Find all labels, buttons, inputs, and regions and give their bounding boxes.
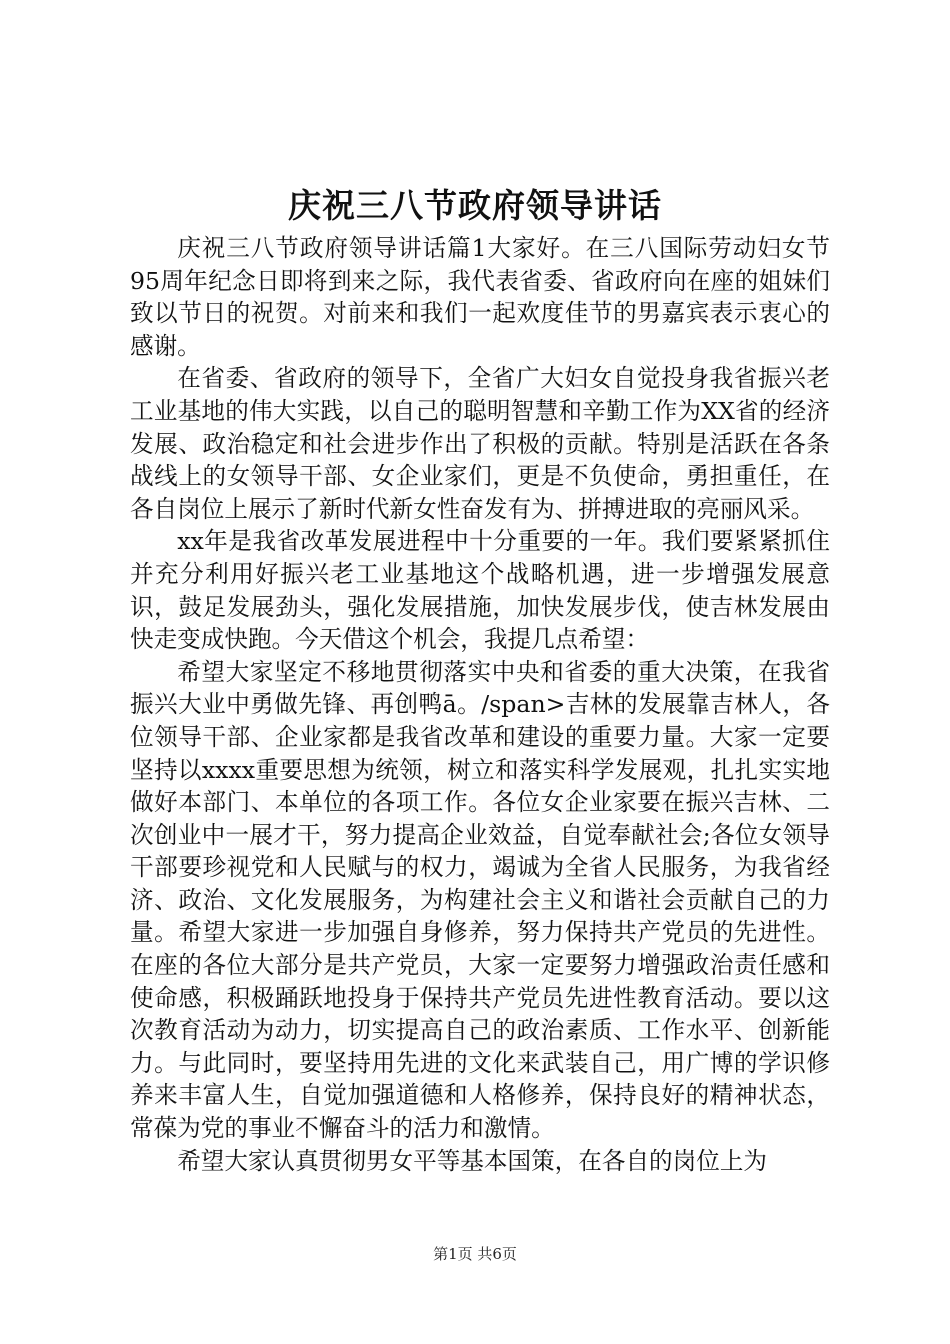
paragraph: 希望大家认真贯彻男女平等基本国策，在各自的岗位上为: [177, 1146, 768, 1175]
document-body: [130, 232, 830, 1177]
page-number-footer: 第1页 共6页: [433, 1245, 517, 1263]
document-title: 庆祝三八节政府领导讲话: [288, 186, 662, 225]
paragraph: 希望大家坚定不移地贯彻落实中央和省委的重大决策，在我省振兴大业中勇做先锋、再创鸭ā。/span>吉林的发展靠吉林人，各位领导干部、企业家都是我省改革和建设的重要力量。大家一定要坚持以xxxx重要思想为统领，树立和落实科学发展观，扎扎实实地做好本部门、本单位的各项工作。各位女企业家要在振兴吉林、二次创业中一展才干，努力提高企业效益，自觉奉献社会;各位女领导干部要珍视党和人民赋与的权力，竭诚为全省人民服务，为我省经济、政治、文化发展服务，为构建社会主义和谐社会贡献自己的力量。希望大家进一步加强自身修养，努力保持共产党员的先进性。在座的各位大部分是共产党员，大家一定要努力增强政治责任感和使命感，积极踊跃地投身于保持共产党员先进性教育活动。要以这次教育活动为动力，切实提高自己的政治素质、工作水平、创新能力。与此同时，要坚持用先进的文化来武装自己，用广博的学识修养来丰富人生，自觉加强道德和人格修养，保持良好的精神状态，常葆为党的事业不懈奋斗的活力和激情。: [130, 657, 830, 1143]
paragraph: 在省委、省政府的领导下，全省广大妇女自觉投身我省振兴老工业基地的伟大实践，以自己的聪明智慧和辛勤工作为XX省的经济发展、政治稳定和社会进步作出了积极的贡献。特别是活跃在各条战线上的女领导干部、女企业家们，更是不负使命，勇担重任，在各自岗位上展示了新时代新女性奋发有为、拼搏进取的亮丽风采。: [130, 364, 830, 523]
paragraph: 庆祝三八节政府领导讲话篇1大家好。在三八国际劳动妇女节95周年纪念日即将到来之际，我代表省委、省政府向在座的姐妹们致以节日的祝贺。对前来和我们一起欢度佳节的男嘉宾表示衷心的感谢。: [130, 234, 830, 360]
paragraph: xx年是我省改革发展进程中十分重要的一年。我们要紧紧抓住并充分利用好振兴老工业基地这个战略机遇，进一步增强发展意识，鼓足发展劲头，强化发展措施，加快发展步伐，使吉林发展由快走变成快跑。今天借这个机会，我提几点希望：: [130, 527, 830, 654]
